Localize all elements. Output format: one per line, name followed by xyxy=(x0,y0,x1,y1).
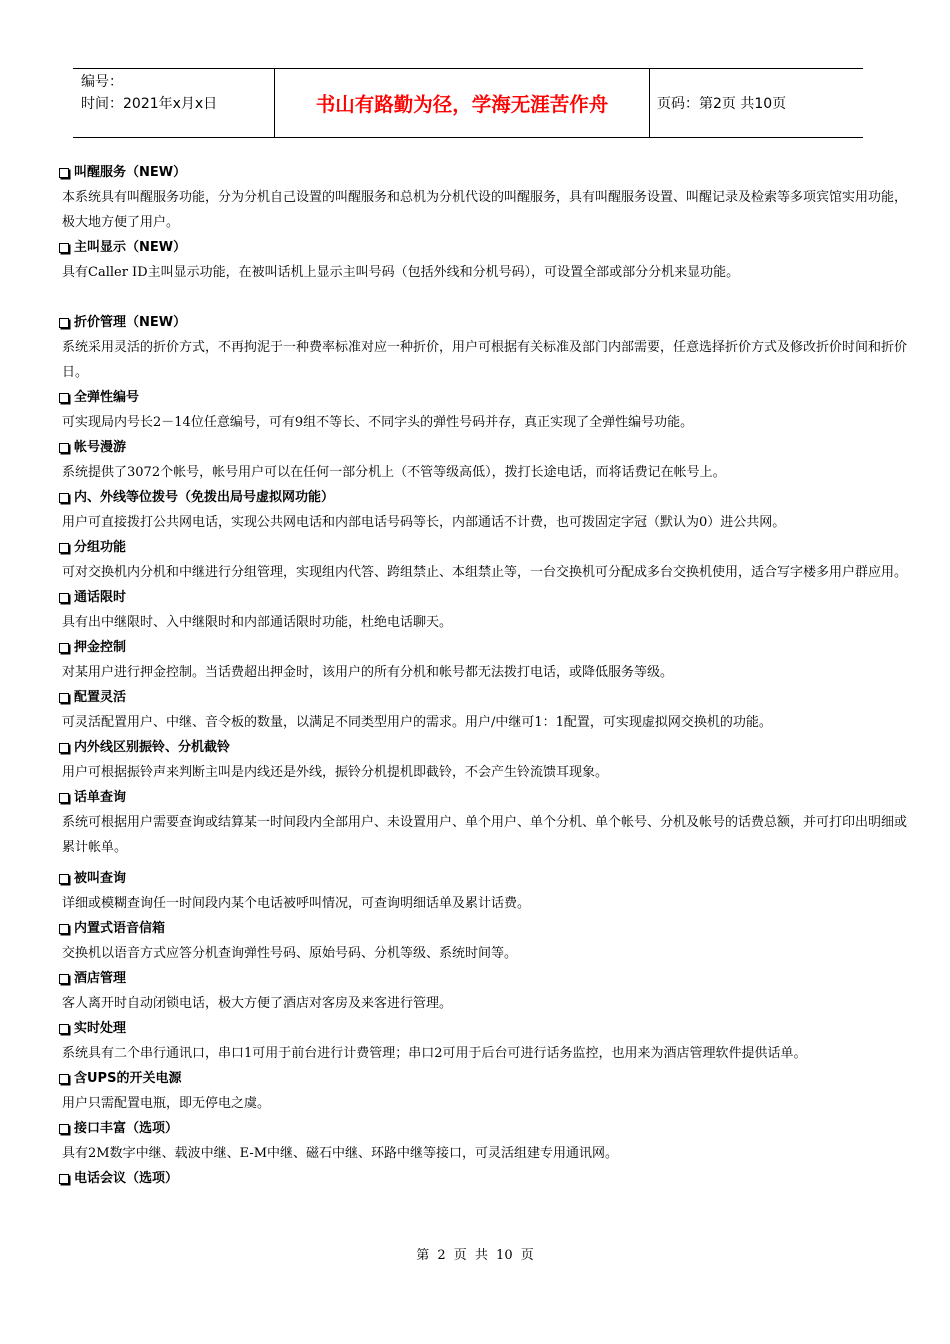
checkbox-icon xyxy=(59,793,69,803)
checkbox-icon xyxy=(59,543,69,553)
feature-description: 用户可根据振铃声来判断主叫是内线还是外线，振铃分机提机即截铃，不会产生铃流馈耳现象。 xyxy=(62,765,609,780)
checkbox-icon xyxy=(59,924,69,934)
checkbox-icon xyxy=(59,1174,69,1184)
feature-item xyxy=(57,310,907,385)
feature-item xyxy=(57,160,907,235)
feature-title: 帐号漫游 xyxy=(57,435,907,460)
checkbox-icon xyxy=(59,743,69,753)
feature-title: 含UPS的开关电源 xyxy=(57,1066,907,1091)
checkbox-icon xyxy=(59,493,69,503)
number-label: 编号： xyxy=(81,74,123,90)
feature-list xyxy=(57,160,907,1191)
feature-description: 详细或模糊查询任一时间段内某个电话被呼叫情况，可查询明细话单及累计话费。 xyxy=(62,896,531,911)
feature-description: 可对交换机内分机和中继进行分组管理，实现组内代答、跨组禁止、本组禁止等，一台交换机可分配成多台交换机使用，适合写字楼多用户群应用。 xyxy=(62,565,908,580)
feature-description: 系统具有二个串行通讯口，串口1可用于前台进行计费管理；串口2可用于后台可进行话务监控，也用来为酒店管理软件提供话单。 xyxy=(62,1046,807,1061)
feature-title: 通话限时 xyxy=(57,585,907,610)
feature-description: 交换机以语音方式应答分机查询弹性号码、原始号码、分机等级、系统时间等。 xyxy=(62,946,518,961)
feature-item xyxy=(57,735,907,785)
feature-description: 系统采用灵活的折价方式，不再拘泥于一种费率标准对应一种折价，用户可根据有关标准及部门内部需要，任意选择折价方式及修改折价时间和折价日。 xyxy=(62,340,908,380)
feature-item xyxy=(57,685,907,735)
feature-description: 用户只需配置电瓶，即无停电之虞。 xyxy=(62,1096,271,1111)
header-motto: 书山有路勤为径，学海无涯苦作舟 xyxy=(315,93,609,116)
checkbox-icon xyxy=(59,1074,69,1084)
page-footer: 第 2 页 共 10 页 xyxy=(416,1248,534,1263)
header-divider xyxy=(649,69,650,137)
feature-title: 内外线区别振铃、分机截铃 xyxy=(57,735,907,760)
feature-description: 用户可直接拨打公共网电话，实现公共网电话和内部电话号码等长，内部通话不计费，也可拨固定字冠（默认为0）进公共网。 xyxy=(62,515,786,530)
feature-item xyxy=(57,1116,907,1166)
feature-item xyxy=(57,385,907,435)
feature-item xyxy=(57,866,907,916)
checkbox-icon xyxy=(59,974,69,984)
feature-title: 接口丰富（选项） xyxy=(57,1116,907,1141)
feature-description: 具有Caller ID主叫显示功能，在被叫话机上显示主叫号码（包括外线和分机号码），可设置全部或部分分机来显功能。 xyxy=(62,265,740,280)
feature-description: 系统可根据用户需要查询或结算某一时间段内全部用户、未设置用户、单个用户、单个分机、单个帐号、分机及帐号的话费总额，并可打印出明细或累计帐单。 xyxy=(62,815,908,855)
feature-title: 配置灵活 xyxy=(57,685,907,710)
feature-item xyxy=(57,1016,907,1066)
feature-item xyxy=(57,585,907,635)
feature-description: 系统提供了3072个帐号，帐号用户可以在任何一部分机上（不管等级高低），拨打长途电话，而将话费记在帐号上。 xyxy=(62,465,726,480)
checkbox-icon xyxy=(59,643,69,653)
page-header xyxy=(73,68,863,138)
feature-description: 具有出中继限时、入中继限时和内部通话限时功能，杜绝电话聊天。 xyxy=(62,615,453,630)
checkbox-icon xyxy=(59,393,69,403)
feature-description: 具有2M数字中继、载波中继、E-M中继、磁石中继、环路中继等接口，可灵活组建专用通讯网。 xyxy=(62,1146,619,1161)
feature-title: 折价管理（NEW） xyxy=(57,310,907,335)
feature-item xyxy=(57,435,907,485)
feature-description: 对某用户进行押金控制。当话费超出押金时，该用户的所有分机和帐号都无法拨打电话，或降低服务等级。 xyxy=(62,665,674,680)
feature-description: 本系统具有叫醒服务功能，分为分机自己设置的叫醒服务和总机为分机代设的叫醒服务，具有叫醒服务设置、叫醒记录及检索等多项宾馆实用功能，极大地方便了用户。 xyxy=(62,190,908,230)
checkbox-icon xyxy=(59,1024,69,1034)
header-meta xyxy=(81,71,276,115)
feature-title: 被叫查询 xyxy=(57,866,907,891)
feature-title: 主叫显示（NEW） xyxy=(57,235,907,260)
checkbox-icon xyxy=(59,243,69,253)
feature-description: 客人离开时自动闭锁电话，极大方便了酒店对客房及来客进行管理。 xyxy=(62,996,453,1011)
time-label: 时间：2021年x月x日 xyxy=(81,96,218,112)
checkbox-icon xyxy=(59,1124,69,1134)
feature-title: 实时处理 xyxy=(57,1016,907,1041)
feature-title: 内置式语音信箱 xyxy=(57,916,907,941)
feature-item xyxy=(57,966,907,1016)
feature-title: 内、外线等位拨号（免拨出局号虚拟网功能） xyxy=(57,485,907,510)
feature-item xyxy=(57,1166,907,1191)
feature-title: 分组功能 xyxy=(57,535,907,560)
feature-description: 可实现局内号长2－14位任意编号，可有9组不等长、不同字头的弹性号码并存，真正实现了全弹性编号功能。 xyxy=(62,415,694,430)
header-page-label: 页码：第2页 共10页 xyxy=(657,96,787,112)
feature-item xyxy=(57,916,907,966)
feature-item xyxy=(57,635,907,685)
feature-item xyxy=(57,485,907,535)
spacer xyxy=(57,285,907,310)
feature-item xyxy=(57,785,907,860)
checkbox-icon xyxy=(59,593,69,603)
feature-item xyxy=(57,235,907,285)
feature-description: 可灵活配置用户、中继、音令板的数量，以满足不同类型用户的需求。用户/中继可1：1配置，可实现虚拟网交换机的功能。 xyxy=(62,715,772,730)
feature-item xyxy=(57,535,907,585)
checkbox-icon xyxy=(59,168,69,178)
feature-item xyxy=(57,1066,907,1116)
checkbox-icon xyxy=(59,693,69,703)
checkbox-icon xyxy=(59,318,69,328)
checkbox-icon xyxy=(59,874,69,884)
feature-title: 酒店管理 xyxy=(57,966,907,991)
checkbox-icon xyxy=(59,443,69,453)
feature-title: 押金控制 xyxy=(57,635,907,660)
feature-title: 叫醒服务（NEW） xyxy=(57,160,907,185)
feature-title: 话单查询 xyxy=(57,785,907,810)
feature-title: 全弹性编号 xyxy=(57,385,907,410)
feature-title: 电话会议（选项） xyxy=(57,1166,907,1191)
